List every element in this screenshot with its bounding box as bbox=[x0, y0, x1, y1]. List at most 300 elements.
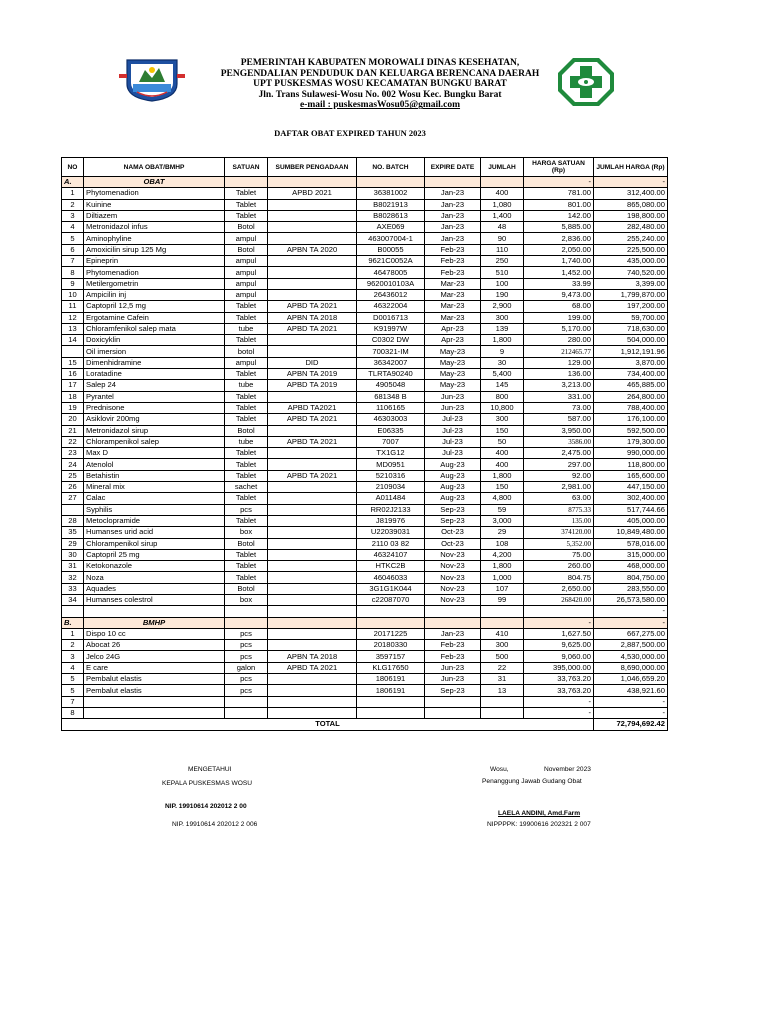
table-row bbox=[62, 662, 668, 673]
cell-no: 11 bbox=[62, 301, 84, 312]
cell-expire: Jun-23 bbox=[425, 402, 481, 413]
cell-jumlah-harga: 990,000.00 bbox=[594, 448, 668, 459]
cell-harga-satuan: 2,981.00 bbox=[524, 482, 594, 493]
cell-satuan: Tablet bbox=[225, 312, 268, 323]
cell-jumlah-harga: 865,080.00 bbox=[594, 199, 668, 210]
col-header-jumlah: JUMLAH bbox=[481, 158, 524, 177]
cell-satuan: Botol bbox=[225, 425, 268, 436]
cell-satuan: pcs bbox=[225, 640, 268, 651]
nip-bold: NIP. 19910614 202012 2 00 bbox=[165, 803, 247, 810]
cell-sumber bbox=[268, 527, 357, 538]
place-label: Wosu, bbox=[490, 766, 509, 773]
table-row bbox=[62, 436, 668, 447]
cell-harga-satuan: 92.00 bbox=[524, 470, 594, 481]
cell-batch: B8021913 bbox=[357, 199, 425, 210]
cell-sumber bbox=[268, 177, 357, 188]
total-value: 72,794,692.42 bbox=[594, 719, 668, 730]
cell-batch: TX1G12 bbox=[357, 448, 425, 459]
cell-sumber bbox=[268, 572, 357, 583]
cell-name: Chlorampenikol sirup bbox=[84, 538, 225, 549]
cell-no: 18 bbox=[62, 391, 84, 402]
cell-jumlah: 22 bbox=[481, 662, 524, 673]
cell-satuan: box bbox=[225, 594, 268, 605]
cell-name: Metronidazol sirup bbox=[84, 425, 225, 436]
cell-satuan: Tablet bbox=[225, 210, 268, 221]
cell-no: 3 bbox=[62, 651, 84, 662]
cell-jumlah-harga: 435,000.00 bbox=[594, 256, 668, 267]
cell-harga-satuan: 63.00 bbox=[524, 493, 594, 504]
cell-harga-satuan: - bbox=[524, 707, 594, 718]
cell-name: Dispo 10 cc bbox=[84, 628, 225, 639]
cell-jumlah-harga: 225,500.00 bbox=[594, 244, 668, 255]
cell-jumlah-harga: 734,400.00 bbox=[594, 369, 668, 380]
cell-expire: Oct-23 bbox=[425, 538, 481, 549]
table-row bbox=[62, 504, 668, 515]
cell-harga-satuan: 73.00 bbox=[524, 402, 594, 413]
cell-no: 31 bbox=[62, 561, 84, 572]
cell-jumlah: 108 bbox=[481, 538, 524, 549]
cell-satuan: Tablet bbox=[225, 459, 268, 470]
cell-jumlah: 139 bbox=[481, 323, 524, 334]
cell-harga-satuan: 3,950.00 bbox=[524, 425, 594, 436]
cell-jumlah: 10,800 bbox=[481, 402, 524, 413]
cell-expire bbox=[425, 696, 481, 707]
cell-expire: Aug-23 bbox=[425, 482, 481, 493]
cell-expire: Nov-23 bbox=[425, 583, 481, 594]
cell-jumlah-harga: 282,480.00 bbox=[594, 222, 668, 233]
document-title: DAFTAR OBAT EXPIRED TAHUN 2023 bbox=[274, 128, 426, 138]
cell-sumber bbox=[268, 515, 357, 526]
cell-harga-satuan: 2,836.00 bbox=[524, 233, 594, 244]
cell-jumlah-harga: 197,200.00 bbox=[594, 301, 668, 312]
cell-batch: C0302 DW bbox=[357, 335, 425, 346]
cell-name: Ampicilin inj bbox=[84, 289, 225, 300]
cell-expire: Jan-23 bbox=[425, 628, 481, 639]
cell-name: Pembalut elastis bbox=[84, 674, 225, 685]
cell-batch: 20180330 bbox=[357, 640, 425, 651]
cell-no: 19 bbox=[62, 402, 84, 413]
cell-batch: 9621C0052A bbox=[357, 256, 425, 267]
cell-jumlah: 1,080 bbox=[481, 199, 524, 210]
cell-harga-satuan: 8775.33 bbox=[524, 504, 594, 515]
cell-no: 8 bbox=[62, 267, 84, 278]
cell-no: 4 bbox=[62, 662, 84, 673]
cell-jumlah-harga: 315,000.00 bbox=[594, 549, 668, 560]
cell-expire: Mar-23 bbox=[425, 312, 481, 323]
cell-name: Jelco 24G bbox=[84, 651, 225, 662]
cell-no: 30 bbox=[62, 549, 84, 560]
cell-sumber: APBD TA 2019 bbox=[268, 380, 357, 391]
cell-harga-satuan: 1,452.00 bbox=[524, 267, 594, 278]
cell-sumber bbox=[268, 538, 357, 549]
total-label: TOTAL bbox=[62, 719, 594, 730]
cell-name: Ketokonazole bbox=[84, 561, 225, 572]
cell-jumlah: 400 bbox=[481, 459, 524, 470]
cell-jumlah-harga: 26,573,580.00 bbox=[594, 594, 668, 605]
cell-expire: Jan-23 bbox=[425, 199, 481, 210]
cell-no: 15 bbox=[62, 357, 84, 368]
cell-jumlah: 145 bbox=[481, 380, 524, 391]
cell-expire: May-23 bbox=[425, 380, 481, 391]
cell-no: 26 bbox=[62, 482, 84, 493]
cell-jumlah: 100 bbox=[481, 278, 524, 289]
table-row bbox=[62, 323, 668, 334]
cell-name: Atenolol bbox=[84, 459, 225, 470]
cell-sumber: APBD TA 2021 bbox=[268, 301, 357, 312]
cell-no: 35 bbox=[62, 527, 84, 538]
nip-full: NIP. 19910614 202012 2 006 bbox=[172, 821, 258, 828]
cell-sumber: APBN TA 2018 bbox=[268, 312, 357, 323]
cell-name: Abocat 26 bbox=[84, 640, 225, 651]
table-row bbox=[62, 448, 668, 459]
cell-jumlah-harga: 504,000.00 bbox=[594, 335, 668, 346]
cell-name: Doxicyklin bbox=[84, 335, 225, 346]
cell-sumber: APBN TA 2019 bbox=[268, 369, 357, 380]
cell-jumlah: 50 bbox=[481, 436, 524, 447]
cell-harga-satuan: 135.00 bbox=[524, 515, 594, 526]
cell-no: 14 bbox=[62, 335, 84, 346]
cell-harga-satuan: 199.00 bbox=[524, 312, 594, 323]
cell-sumber bbox=[268, 707, 357, 718]
cell-harga-satuan: 33,763.20 bbox=[524, 674, 594, 685]
col-header-sumber: SUMBER PENGADAAN bbox=[268, 158, 357, 177]
cell-batch: AXE069 bbox=[357, 222, 425, 233]
cell-jumlah: 410 bbox=[481, 628, 524, 639]
cell-satuan bbox=[225, 707, 268, 718]
cell-batch: MD0951 bbox=[357, 459, 425, 470]
table-row bbox=[62, 391, 668, 402]
table-row bbox=[62, 278, 668, 289]
cell-expire: Jun-23 bbox=[425, 662, 481, 673]
cell-jumlah: 1,000 bbox=[481, 572, 524, 583]
cell-satuan: Tablet bbox=[225, 493, 268, 504]
cell-expire: Nov-23 bbox=[425, 594, 481, 605]
cell-jumlah: 300 bbox=[481, 312, 524, 323]
cell-name: Metronidazol infus bbox=[84, 222, 225, 233]
cell-jumlah: 150 bbox=[481, 425, 524, 436]
cell-jumlah: 2,900 bbox=[481, 301, 524, 312]
cell-satuan: ampul bbox=[225, 278, 268, 289]
cell-harga-satuan: 9,060.00 bbox=[524, 651, 594, 662]
cell-sumber bbox=[268, 278, 357, 289]
cell-jumlah-harga: 2,887,500.00 bbox=[594, 640, 668, 651]
cell-name: Metilergometrin bbox=[84, 278, 225, 289]
cell-expire: Mar-23 bbox=[425, 301, 481, 312]
cell-jumlah bbox=[481, 606, 524, 617]
cell-batch bbox=[357, 707, 425, 718]
cell-sumber bbox=[268, 640, 357, 651]
cell-name: Betahistin bbox=[84, 470, 225, 481]
cell-expire bbox=[425, 707, 481, 718]
cell-expire: Apr-23 bbox=[425, 323, 481, 334]
table-row bbox=[62, 549, 668, 560]
col-header-batch: NO. BATCH bbox=[357, 158, 425, 177]
cell-expire: Feb-23 bbox=[425, 651, 481, 662]
cell-harga-satuan: - bbox=[524, 617, 594, 628]
cell-sumber: APBN TA 2020 bbox=[268, 244, 357, 255]
cell-name: Dimenhidramine bbox=[84, 357, 225, 368]
cell-harga-satuan: 801.00 bbox=[524, 199, 594, 210]
table-row bbox=[62, 583, 668, 594]
cell-harga-satuan: 781.00 bbox=[524, 188, 594, 199]
cell-jumlah-harga: 118,800.00 bbox=[594, 459, 668, 470]
cell-harga-satuan: 331.00 bbox=[524, 391, 594, 402]
cell-expire: Feb-23 bbox=[425, 267, 481, 278]
cell-satuan: pcs bbox=[225, 651, 268, 662]
cell-satuan: Tablet bbox=[225, 414, 268, 425]
cell-jumlah-harga: 4,530,000.00 bbox=[594, 651, 668, 662]
puskesmas-logo bbox=[556, 56, 616, 108]
cell-jumlah-harga: 740,520.00 bbox=[594, 267, 668, 278]
cell-sumber: APBD TA 2021 bbox=[268, 662, 357, 673]
table-row bbox=[62, 493, 668, 504]
header-line-3: UPT PUSKESMAS WOSU KECAMATAN BUNGKU BARAT bbox=[253, 79, 507, 90]
cell-jumlah: 1,800 bbox=[481, 335, 524, 346]
cell-name: Metoclopramide bbox=[84, 515, 225, 526]
cell-sumber bbox=[268, 504, 357, 515]
cell-no: 1 bbox=[62, 628, 84, 639]
cell-batch: E06335 bbox=[357, 425, 425, 436]
cell-sumber bbox=[268, 561, 357, 572]
cell-jumlah: 110 bbox=[481, 244, 524, 255]
cell-name: Chloramfenikol salep mata bbox=[84, 323, 225, 334]
cell-sumber bbox=[268, 233, 357, 244]
cell-satuan: Botol bbox=[225, 244, 268, 255]
cell-satuan: Botol bbox=[225, 222, 268, 233]
cell-expire: May-23 bbox=[425, 357, 481, 368]
cell-satuan bbox=[225, 177, 268, 188]
cell-expire: Nov-23 bbox=[425, 549, 481, 560]
cell-sumber bbox=[268, 210, 357, 221]
table-row bbox=[62, 470, 668, 481]
col-header-satuan: SATUAN bbox=[225, 158, 268, 177]
cell-harga-satuan: 2,475.00 bbox=[524, 448, 594, 459]
cell-expire: Sep-23 bbox=[425, 504, 481, 515]
cell-jumlah: 510 bbox=[481, 267, 524, 278]
table-row bbox=[62, 572, 668, 583]
cell-sumber bbox=[268, 346, 357, 357]
cell-harga-satuan: 374120.00 bbox=[524, 527, 594, 538]
cell-batch: 2110 03 82 bbox=[357, 538, 425, 549]
cell-jumlah: 190 bbox=[481, 289, 524, 300]
cell-batch: 46478005 bbox=[357, 267, 425, 278]
cell-satuan: Tablet bbox=[225, 402, 268, 413]
col-header-expire: EXPIRE DATE bbox=[425, 158, 481, 177]
table-row bbox=[62, 346, 668, 357]
cell-expire: Nov-23 bbox=[425, 572, 481, 583]
cell-name: Captopril 12,5 mg bbox=[84, 301, 225, 312]
cell-harga-satuan: 587.00 bbox=[524, 414, 594, 425]
cell-no: 24 bbox=[62, 459, 84, 470]
cell-batch: 5210316 bbox=[357, 470, 425, 481]
cell-sumber bbox=[268, 448, 357, 459]
cell-batch: B8028613 bbox=[357, 210, 425, 221]
table-body bbox=[62, 177, 668, 731]
cell-jumlah-harga: 255,240.00 bbox=[594, 233, 668, 244]
cell-no: 5 bbox=[62, 685, 84, 696]
cell-name: Max D bbox=[84, 448, 225, 459]
cell-sumber: APBN TA 2018 bbox=[268, 651, 357, 662]
cell-no: A. bbox=[62, 177, 84, 188]
cell-jumlah-harga: 179,300.00 bbox=[594, 436, 668, 447]
table-row bbox=[62, 188, 668, 199]
cell-sumber: APBD TA 2021 bbox=[268, 414, 357, 425]
cell-harga-satuan: 260.00 bbox=[524, 561, 594, 572]
cell-satuan: ampul bbox=[225, 267, 268, 278]
cell-sumber bbox=[268, 289, 357, 300]
col-header-jumlah-harga: JUMLAH HARGA (Rp) bbox=[594, 158, 668, 177]
cell-no: 3 bbox=[62, 210, 84, 221]
cell-satuan: Tablet bbox=[225, 369, 268, 380]
cell-expire: Jul-23 bbox=[425, 448, 481, 459]
cell-jumlah-harga: - bbox=[594, 617, 668, 628]
cell-name: Aminophyline bbox=[84, 233, 225, 244]
table-row bbox=[62, 696, 668, 707]
cell-jumlah: 9 bbox=[481, 346, 524, 357]
cell-jumlah: 400 bbox=[481, 448, 524, 459]
cell-sumber bbox=[268, 482, 357, 493]
cell-no: 7 bbox=[62, 256, 84, 267]
kepala-label: KEPALA PUSKESMAS WOSU bbox=[162, 780, 253, 787]
cell-jumlah-harga: 3,870.00 bbox=[594, 357, 668, 368]
cell-name: Syphilis bbox=[84, 504, 225, 515]
cell-jumlah bbox=[481, 177, 524, 188]
cell-expire: Sep-23 bbox=[425, 515, 481, 526]
table-row bbox=[62, 628, 668, 639]
cell-jumlah: 4,200 bbox=[481, 549, 524, 560]
cell-batch: 1806191 bbox=[357, 685, 425, 696]
cell-no bbox=[62, 504, 84, 515]
cell-expire bbox=[425, 617, 481, 628]
table-row bbox=[62, 402, 668, 413]
cell-harga-satuan: 804.75 bbox=[524, 572, 594, 583]
cell-harga-satuan: 280.00 bbox=[524, 335, 594, 346]
cell-no: 23 bbox=[62, 448, 84, 459]
cell-jumlah-harga: 718,630.00 bbox=[594, 323, 668, 334]
table-row bbox=[62, 222, 668, 233]
cell-no: 21 bbox=[62, 425, 84, 436]
cell-expire bbox=[425, 177, 481, 188]
cell-satuan: Botol bbox=[225, 538, 268, 549]
cell-satuan: ampul bbox=[225, 256, 268, 267]
cell-jumlah-harga: 592,500.00 bbox=[594, 425, 668, 436]
cell-jumlah-harga: 447,150.00 bbox=[594, 482, 668, 493]
cell-sumber bbox=[268, 459, 357, 470]
table-row bbox=[62, 538, 668, 549]
cell-jumlah: 250 bbox=[481, 256, 524, 267]
cell-name: BMHP bbox=[84, 617, 225, 628]
cell-satuan bbox=[225, 617, 268, 628]
cell-harga-satuan: 268420.00 bbox=[524, 594, 594, 605]
cell-jumlah-harga: 176,100.00 bbox=[594, 414, 668, 425]
cell-name: Mineral mix bbox=[84, 482, 225, 493]
cell-batch: 36342007 bbox=[357, 357, 425, 368]
table-row bbox=[62, 335, 668, 346]
cell-expire: Nov-23 bbox=[425, 561, 481, 572]
cell-batch: J819976 bbox=[357, 515, 425, 526]
cell-satuan: Tablet bbox=[225, 199, 268, 210]
cell-no: 32 bbox=[62, 572, 84, 583]
cell-jumlah-harga: 1,046,659.20 bbox=[594, 674, 668, 685]
cell-jumlah: 31 bbox=[481, 674, 524, 685]
cell-jumlah: 5,400 bbox=[481, 369, 524, 380]
table-row bbox=[62, 651, 668, 662]
cell-satuan: galon bbox=[225, 662, 268, 673]
cell-batch: 36381002 bbox=[357, 188, 425, 199]
mengetahui-label: MENGETAHUI bbox=[188, 766, 232, 773]
letterhead bbox=[170, 58, 590, 111]
cell-jumlah-harga: 804,750.00 bbox=[594, 572, 668, 583]
cell-sumber bbox=[268, 628, 357, 639]
cell-batch: 26436012 bbox=[357, 289, 425, 300]
cell-jumlah-harga: 1,912,191.96 bbox=[594, 346, 668, 357]
cell-satuan: ampul bbox=[225, 289, 268, 300]
table-row bbox=[62, 515, 668, 526]
cell-no: 1 bbox=[62, 188, 84, 199]
cell-name: Amoxicilin sirup 125 Mg bbox=[84, 244, 225, 255]
cell-harga-satuan: 9,473.00 bbox=[524, 289, 594, 300]
cell-expire: Feb-23 bbox=[425, 256, 481, 267]
cell-expire: Jul-23 bbox=[425, 436, 481, 447]
cell-jumlah: 107 bbox=[481, 583, 524, 594]
cell-expire: Jul-23 bbox=[425, 425, 481, 436]
col-header-name: NAMA OBAT/BMHP bbox=[84, 158, 225, 177]
table-row bbox=[62, 301, 668, 312]
cell-expire: May-23 bbox=[425, 346, 481, 357]
cell-batch: K91997W bbox=[357, 323, 425, 334]
cell-name: E care bbox=[84, 662, 225, 673]
cell-expire bbox=[425, 606, 481, 617]
cell-jumlah-harga: 8,690,000.00 bbox=[594, 662, 668, 673]
cell-name: Diltiazem bbox=[84, 210, 225, 221]
cell-batch: 3597157 bbox=[357, 651, 425, 662]
cell-jumlah: 150 bbox=[481, 482, 524, 493]
cell-name: OBAT bbox=[84, 177, 225, 188]
cell-batch: 2109034 bbox=[357, 482, 425, 493]
cell-no: 22 bbox=[62, 436, 84, 447]
cell-harga-satuan: 5,885.00 bbox=[524, 222, 594, 233]
cell-jumlah-harga: - bbox=[594, 177, 668, 188]
cell-harga-satuan: 9,625.00 bbox=[524, 640, 594, 651]
cell-sumber bbox=[268, 425, 357, 436]
cell-batch: 1106165 bbox=[357, 402, 425, 413]
table-row bbox=[62, 369, 668, 380]
cell-jumlah-harga: - bbox=[594, 606, 668, 617]
cell-jumlah-harga: - bbox=[594, 696, 668, 707]
cell-satuan: box bbox=[225, 527, 268, 538]
cell-expire: Aug-23 bbox=[425, 493, 481, 504]
cell-satuan: tube bbox=[225, 323, 268, 334]
cell-name: Pyrantel bbox=[84, 391, 225, 402]
cell-expire: Sep-23 bbox=[425, 685, 481, 696]
cell-no: 16 bbox=[62, 369, 84, 380]
cell-expire: Jul-23 bbox=[425, 414, 481, 425]
cell-satuan: tube bbox=[225, 436, 268, 447]
cell-expire: Jan-23 bbox=[425, 222, 481, 233]
cell-harga-satuan: - bbox=[524, 696, 594, 707]
expired-drug-table bbox=[61, 157, 668, 731]
cell-satuan: ampul bbox=[225, 233, 268, 244]
cell-satuan: Tablet bbox=[225, 188, 268, 199]
cell-harga-satuan: 2,650.00 bbox=[524, 583, 594, 594]
header-email[interactable]: e-mail : puskesmasWosu05@gmail.com bbox=[299, 100, 461, 111]
cell-batch: 3G1G1K044 bbox=[357, 583, 425, 594]
table-row bbox=[62, 244, 668, 255]
cell-jumlah: 400 bbox=[481, 188, 524, 199]
cell-jumlah-harga: 465,885.00 bbox=[594, 380, 668, 391]
cell-name bbox=[84, 606, 225, 617]
cell-name: Phytomenadion bbox=[84, 267, 225, 278]
